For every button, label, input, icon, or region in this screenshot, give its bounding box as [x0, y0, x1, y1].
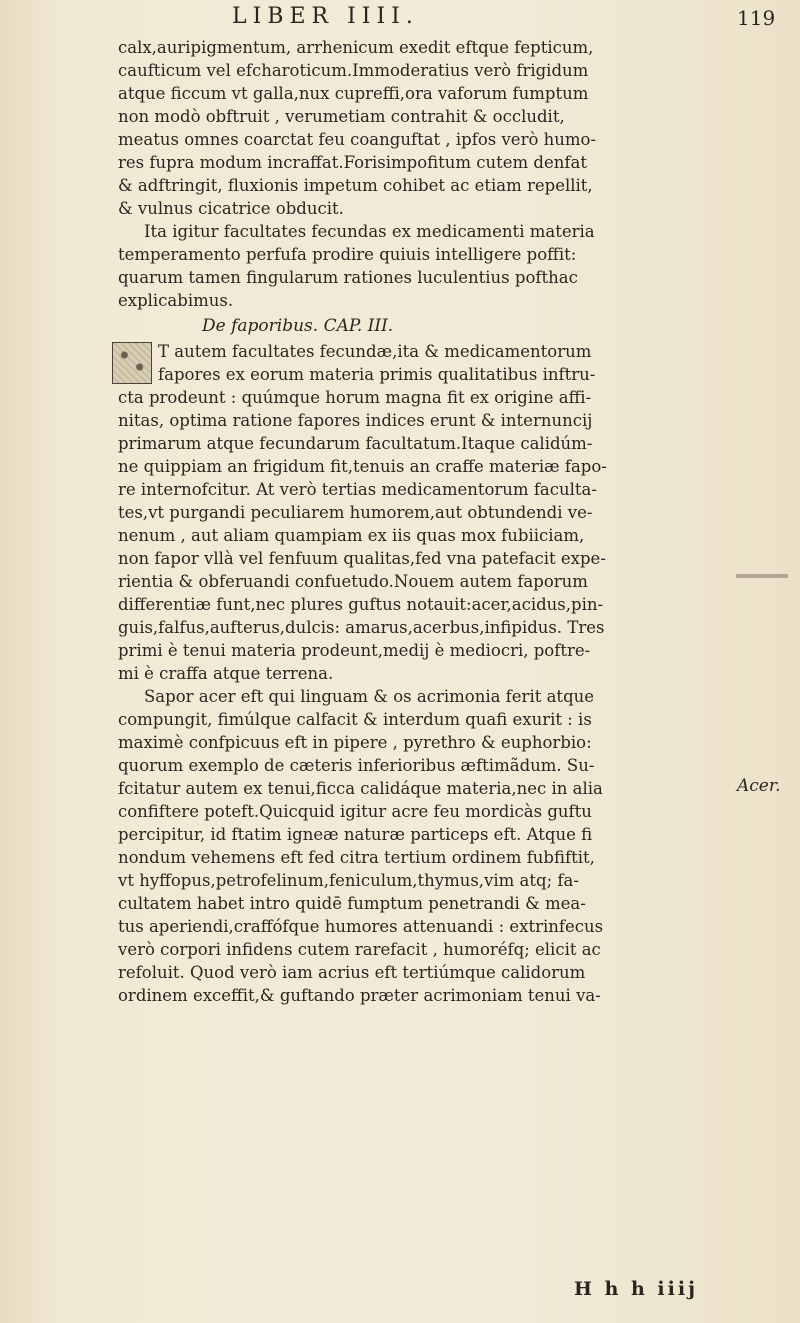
chapter-heading: De faporibus. CAP. III.: [202, 316, 394, 336]
paragraph-2: [118, 220, 740, 312]
text-line: mi è craffa atque terrena.: [118, 664, 334, 683]
text-line: non fapor vllà vel fenfuum qualitas,fed vna patefacit expe-: [118, 549, 606, 568]
text-line: re internofcitur. At verò tertias medicamentorum faculta-: [118, 480, 597, 499]
text-line: fcitatur autem ex tenui,ficca calidáque materia,nec in alia: [118, 779, 603, 798]
text-line: & adftringit, fluxionis impetum cohibet ac etiam repellit,: [118, 176, 593, 195]
decorated-initial: [112, 342, 152, 384]
text-line: maximè confpicuus eft in pipere , pyrethro & euphorbio:: [118, 733, 592, 752]
text-line: quorum exemplo de cæteris inferioribus æftimãdum. Su-: [118, 756, 595, 775]
text-line: explicabimus.: [118, 291, 234, 310]
text-line: quarum tamen fingularum rationes luculentius pofthac: [118, 268, 578, 287]
text-line: rientia & obferuandi confuetudo.Nouem autem faporum: [118, 572, 588, 591]
text-line: primarum atque fecundarum facultatum.Itaque calidúm-: [118, 434, 593, 453]
text-line: fapores ex eorum materia primis qualitatibus inftru-: [158, 365, 596, 384]
text-line: temperamento perfufa prodire quiuis intelligere poffit:: [118, 245, 577, 264]
text-line: caufticum vel efcharoticum.Immoderatius verò frigidum: [118, 61, 589, 80]
text-line: calx,auripigmentum, arrhenicum exedit eftque fepticum,: [118, 38, 594, 57]
text-line: res fupra modum incraffat.Forisimpofitum cutem denfat: [118, 153, 587, 172]
signature-mark: H h h iiij: [574, 1278, 698, 1300]
text-line: ne quippiam an frigidum fit,tenuis an craffe materiæ fapo-: [118, 457, 607, 476]
text-line: meatus omnes coarctat feu coanguftat , ipfos verò humo-: [118, 130, 597, 149]
text-line: guis,falfus,aufterus,dulcis: amarus,acerbus,infipidus. Tres: [118, 618, 605, 637]
paragraph-3: [118, 340, 740, 685]
text-line: cultatem habet intro quidē fumptum penetrandi & mea-: [118, 894, 586, 913]
text-line: nondum vehemens eft fed citra tertium ordinem fubfiftit,: [118, 848, 595, 867]
margin-smudge: [736, 574, 788, 578]
body-text: [118, 36, 740, 1007]
text-line: primi è tenui materia prodeunt,medij è mediocri, poftre-: [118, 641, 591, 660]
text-line: cta prodeunt : quúmque horum magna fit ex origine affi-: [118, 388, 592, 407]
text-line: ordinem exceffit,& guftando præter acrimoniam tenui va-: [118, 986, 601, 1005]
running-title: LIBER IIII.: [232, 4, 419, 29]
text-line: compungit, fimúlque calfacit & interdum quafi exurit : is: [118, 710, 592, 729]
page-number: 119: [737, 6, 776, 30]
text-line: T autem facultates fecundæ,ita & medicamentorum: [158, 342, 592, 361]
text-line: vt hyffopus,petrofelinum,feniculum,thymus,vim atq; fa-: [118, 871, 579, 890]
running-head: [0, 2, 800, 38]
text-line: nenum , aut aliam quampiam ex iis quas mox fubiiciam,: [118, 526, 585, 545]
text-line: percipitur, id ftatim igneæ naturæ particeps eft. Atque fi: [118, 825, 593, 844]
text-line: atque ficcum vt galla,nux cupreffi,ora vaforum fumptum: [118, 84, 589, 103]
text-line: Ita igitur facultates fecundas ex medicamenti materia: [144, 222, 595, 241]
text-line: non modò obftruit , verumetiam contrahit & occludit,: [118, 107, 565, 126]
text-line: & vulnus cicatrice obducit.: [118, 199, 344, 218]
text-line: confiftere poteft.Quicquid igitur acre feu mordicàs guftu: [118, 802, 592, 821]
text-line: differentiæ funt,nec plures guftus notauit:acer,acidus,pin-: [118, 595, 604, 614]
paragraph-4: [118, 685, 740, 1007]
text-line: verò corpori infidens cutem rarefacit , humoréfq; elicit ac: [118, 940, 601, 959]
marginal-note: Acer.: [737, 776, 781, 796]
text-line: tus aperiendi,craffófque humores attenuandi : extrinfecus: [118, 917, 604, 936]
text-line: refoluit. Quod verò iam acrius eft tertiúmque calidorum: [118, 963, 586, 982]
text-line: tes,vt purgandi peculiarem humorem,aut obtundendi ve-: [118, 503, 593, 522]
paragraph-1: [118, 36, 740, 220]
text-line: nitas, optima ratione fapores indices erunt & internuncij: [118, 411, 593, 430]
text-line: Sapor acer eft qui linguam & os acrimonia ferit atque: [144, 687, 595, 706]
